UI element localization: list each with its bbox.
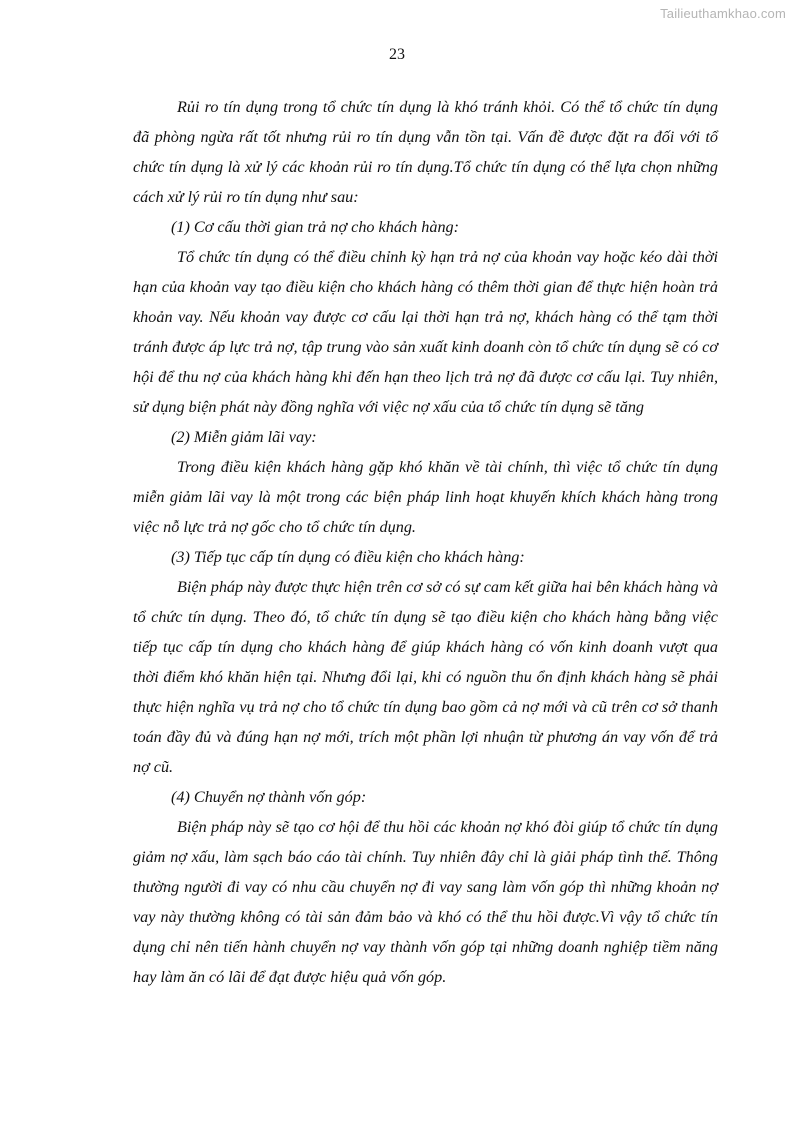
section-paragraph-4: Biện pháp này sẽ tạo cơ hội để thu hồi các khoản nợ khó đòi giúp tổ chức tín dụng giảm nợ xấu, làm sạch báo cáo tài chính. Tuy nhiên đây chỉ là giải pháp tình thế. Thông thường người đi vay có nhu cầu chuyển nợ đi vay sang làm vốn góp thì những khoản nợ vay này thường không có tài sản đảm bảo và khó có thể thu hồi được.Vì vậy tổ chức tín dụng chỉ nên tiến hành chuyển nợ vay thành vốn góp tại những doanh nghiệp tiềm năng hay làm ăn có lãi để đạt được hiệu quả vốn góp.	[133, 818, 718, 986]
section-paragraph-2: Trong điều kiện khách hàng gặp khó khăn về tài chính, thì việc tổ chức tín dụng miễn giảm lãi vay là một trong các biện pháp linh hoạt khuyến khích khách hàng trong việc nỗ lực trả nợ gốc cho tổ chức tín dụng.	[133, 458, 718, 536]
section-heading-1: (1) Cơ cấu thời gian trả nợ cho khách hàng:	[171, 218, 460, 236]
watermark-text: Tailieuthamkhao.com	[660, 6, 786, 21]
page-number: 23	[389, 46, 405, 63]
section-paragraph-1: Tổ chức tín dụng có thể điều chỉnh kỳ hạn trả nợ của khoản vay hoặc kéo dài thời hạn của khoản vay tạo điều kiện cho khách hàng có thêm thời gian để thực hiện hoàn trả khoản vay. Nếu khoản vay được cơ cấu lại thời hạn trả nợ, khách hàng có thể tạm thời tránh được áp lực trả nợ, tập trung vào sản xuất kinh doanh còn tổ chức tín dụng sẽ có cơ hội để thu nợ của khách hàng khi đến hạn theo lịch trả nợ đã được cơ cấu lại. Tuy nhiên, sử dụng biện phát này đồng nghĩa với việc nợ xấu của tổ chức tín dụng sẽ tăng	[133, 248, 718, 416]
section-heading-4: (4) Chuyển nợ thành vốn góp:	[171, 788, 367, 806]
intro-paragraph: Rủi ro tín dụng trong tổ chức tín dụng là khó tránh khỏi. Có thể tổ chức tín dụng đã phòng ngừa rất tốt nhưng rủi ro tín dụng vẫn tồn tại. Vấn đề được đặt ra đối với tổ chức tín dụng là xử lý các khoản rủi ro tín dụng.Tổ chức tín dụng có thể lựa chọn những cách xử lý rủi ro tín dụng như sau:	[133, 98, 718, 206]
section-heading-2: (2) Miễn giảm lãi vay:	[171, 428, 317, 446]
section-heading-3: (3) Tiếp tục cấp tín dụng có điều kiện cho khách hàng:	[171, 548, 525, 566]
section-paragraph-3: Biện pháp này được thực hiện trên cơ sở có sự cam kết giữa hai bên khách hàng và tổ chức tín dụng. Theo đó, tổ chức tín dụng sẽ tạo điều kiện cho khách hàng bằng việc tiếp tục cấp tín dụng cho khách hàng để giúp khách hàng có vốn kinh doanh vượt qua thời điểm khó khăn hiện tại. Nhưng đổi lại, khi có nguồn thu ổn định khách hàng sẽ phải thực hiện nghĩa vụ trả nợ cho tổ chức tín dụng bao gồm cả nợ mới và cũ trên cơ sở thanh toán đầy đủ và đúng hạn nợ mới, trích một phần lợi nhuận từ phương án vay vốn để trả nợ cũ.	[133, 578, 718, 776]
document-body	[133, 92, 718, 992]
